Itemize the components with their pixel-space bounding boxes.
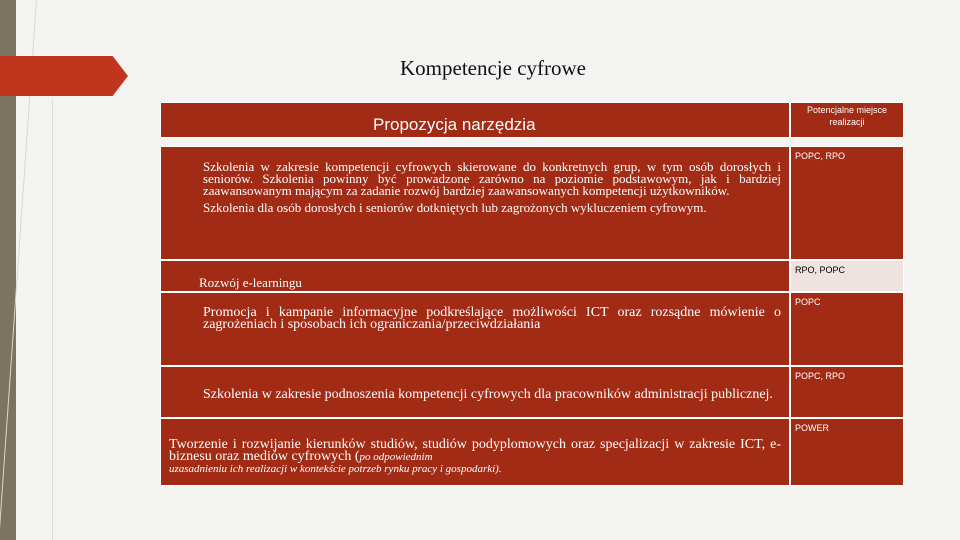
row-1-paragraph-1: Szkolenia w zakresie kompetencji cyfrowych skierowane do konkretnych grup, w tym osób dorosłych i seniorów. Szkolenia powinny być prowadzone zarówno na poziomie podstawowym, jak i bardziej zaawansowanym mającym za zadanie rozwój bardziej zaawansowanych kompetencji użytkowników. <box>203 159 781 198</box>
table-row-3-proposal <box>160 292 790 366</box>
header-proposal-label: Propozycja narzędzia <box>373 115 536 134</box>
row-5-italic-2: uzasadnieniu ich realizacji w kontekście potrzeb rynku pracy i gospodarki). <box>169 463 502 475</box>
row-5-italic-1: po odpowiednim <box>359 451 433 463</box>
table-row-1-proposal <box>160 146 790 260</box>
table-row-2-location: RPO, POPC <box>790 260 904 292</box>
row-3-text: Promocja i kampanie informacyjne podkreślające możliwości ICT oraz rozsądne mówienie o zagrożeniach i sposobach ich ograniczania/przeciwdziałania <box>203 305 781 332</box>
table-row-3-location: POPC <box>790 292 904 366</box>
slide-title: Kompetencje cyfrowe <box>400 56 586 80</box>
table-row-5-proposal <box>160 418 790 486</box>
table-row-1-location: POPC, RPO <box>790 146 904 260</box>
header-location: Potencjalne miejsce realizacji <box>790 102 904 138</box>
accent-arrow-shape <box>0 56 128 96</box>
row-1-paragraph-2: Szkolenia dla osób dorosłych i seniorów dotkniętych lub zagrożonych wykluczeniem cyfrowym. <box>203 200 707 215</box>
header-proposal <box>160 102 790 138</box>
row-2-text: Rozwój e-learningu <box>199 275 302 290</box>
table-row-4-location: POPC, RPO <box>790 366 904 418</box>
table-row-5-location: POWER <box>790 418 904 486</box>
row-4-text: Szkolenia w zakresie podnoszenia kompetencji cyfrowych dla pracowników administracji publicznej. <box>203 387 773 402</box>
row-5-text: Tworzenie i rozwijanie kierunków studiów, studiów podyplomowych oraz specjalizacji w zakresie ICT, e-biznesu oraz mediów cyfrowych ( <box>169 437 781 464</box>
decorative-line <box>52 100 53 540</box>
table-row-2-proposal <box>160 260 790 292</box>
table-row-4-proposal <box>160 366 790 418</box>
